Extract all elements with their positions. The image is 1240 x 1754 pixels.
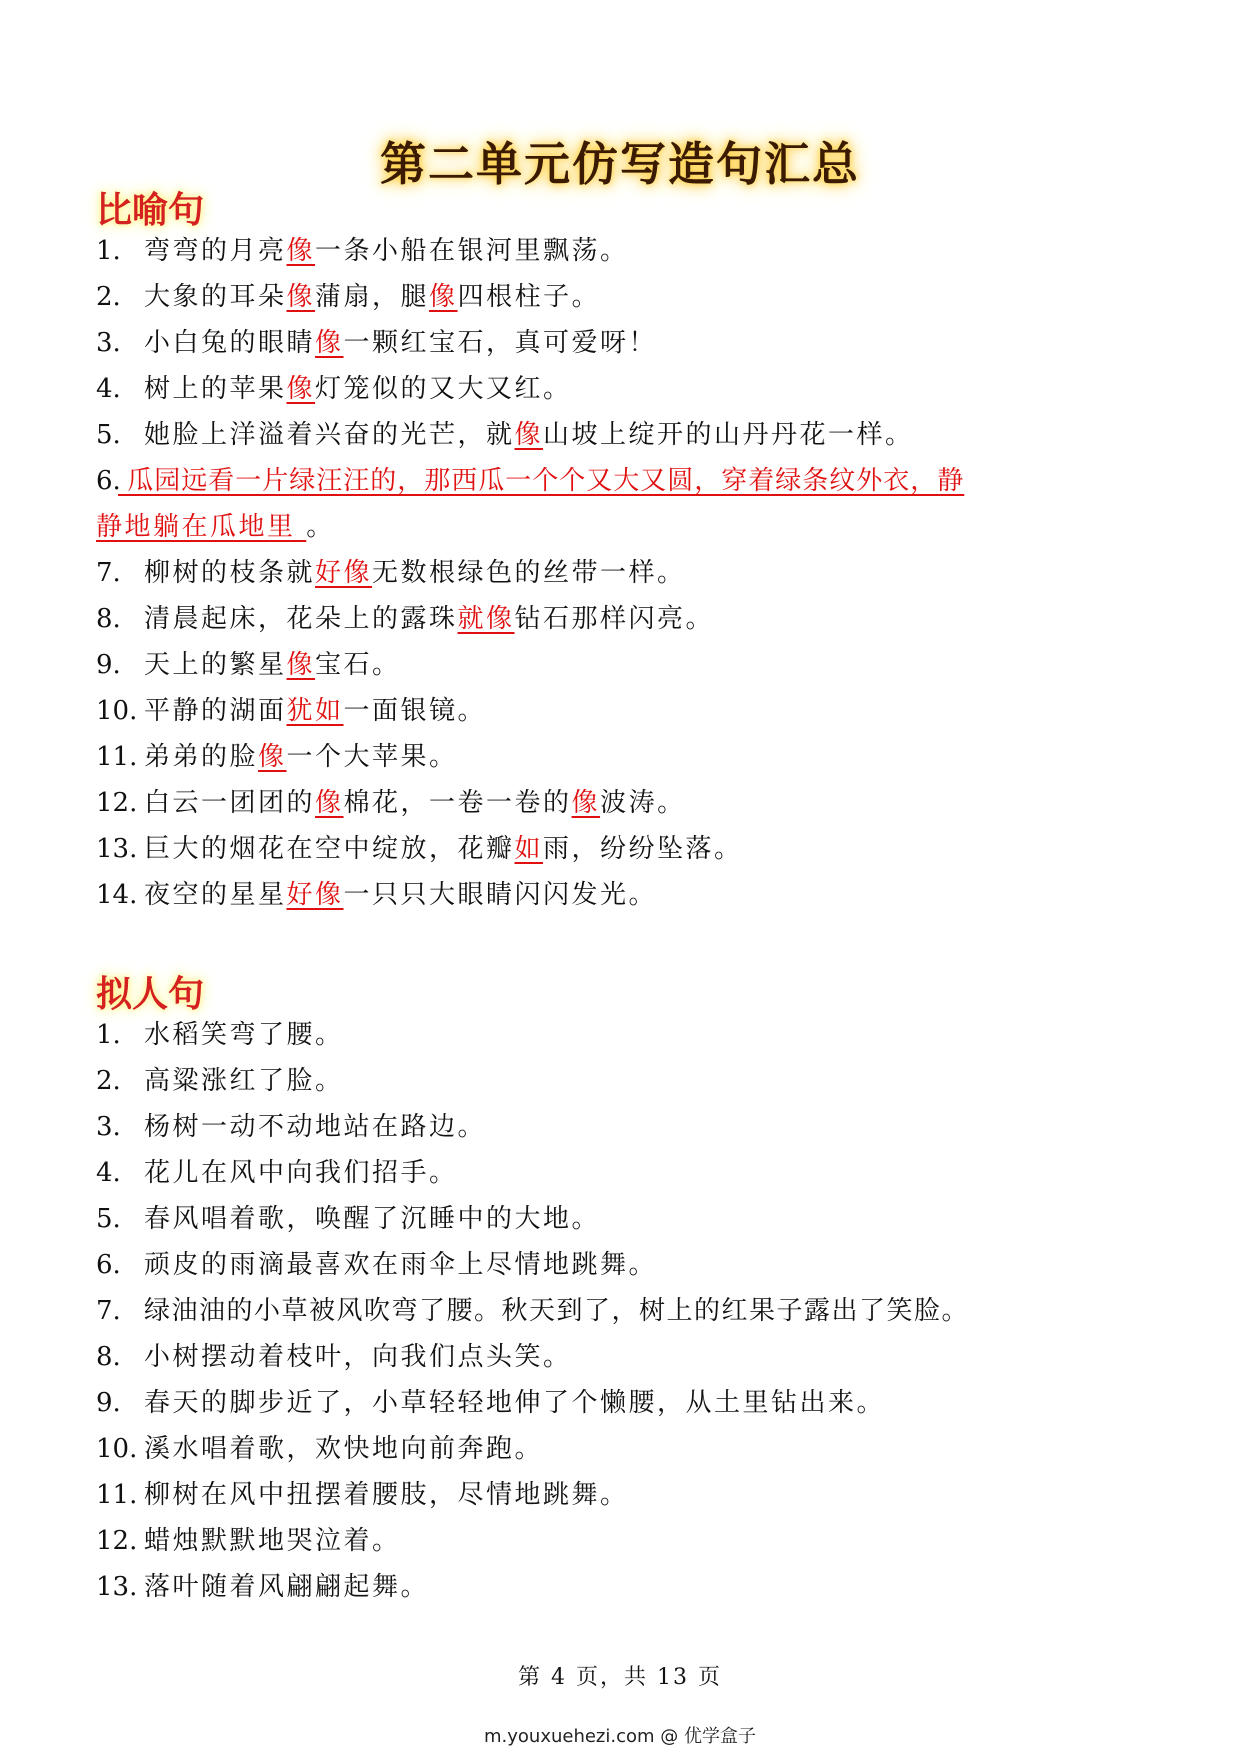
- item-text: 高粱涨红了脸。: [144, 1066, 344, 1096]
- list-item: [96, 1242, 1156, 1288]
- item-text: 树上的苹果: [144, 374, 287, 404]
- item-number: 2.: [96, 1066, 121, 1096]
- item-text: 夜空的星星: [144, 880, 287, 910]
- list-item: [96, 642, 1156, 688]
- item-number: 4.: [96, 1158, 121, 1188]
- keyword: 像: [286, 236, 316, 266]
- item-text: 她脸上洋溢着兴奋的光芒，就: [144, 420, 515, 450]
- item-number: 9.: [96, 1388, 121, 1418]
- item-number: 6.: [96, 1250, 121, 1280]
- item-text: 一颗红宝石，真可爱呀！: [343, 328, 658, 358]
- item-text: 白云一团团的: [144, 788, 316, 818]
- list-item: [96, 596, 1156, 642]
- item-text: 春天的脚步近了，小草轻轻地伸了个懒腰，从土里钻出来。: [144, 1388, 886, 1418]
- list-item: [96, 734, 1156, 780]
- list-item: [96, 1196, 1156, 1242]
- list-item: [96, 274, 1156, 320]
- keyword: 像: [258, 742, 287, 772]
- list-item: [96, 1012, 1156, 1058]
- page-title: 第二单元仿写造句汇总: [380, 137, 860, 191]
- item-number: 12.: [96, 1526, 138, 1556]
- item-number: 7.: [96, 1296, 121, 1326]
- item-number: 2.: [96, 282, 121, 312]
- item-text: 一面银镜。: [343, 696, 487, 726]
- keyword: 像: [429, 282, 458, 312]
- item-text: 平静的湖面: [144, 696, 287, 726]
- list-item: [96, 1518, 1156, 1564]
- list-item: [96, 688, 1156, 734]
- section-heading-simile: 比喻句: [96, 189, 205, 231]
- personification-list: [96, 1012, 1156, 1610]
- item-text: 波涛。: [600, 788, 686, 818]
- item-text: 顽皮的雨滴最喜欢在雨伞上尽情地跳舞。: [144, 1250, 658, 1280]
- item-text: 四根柱子。: [457, 282, 601, 312]
- item-number: 10.: [96, 1434, 138, 1464]
- list-item: [96, 1288, 1156, 1334]
- item-text: 小树摆动着枝叶，向我们点头笑。: [144, 1342, 572, 1372]
- item-number: 14.: [96, 880, 138, 910]
- item-number: 5.: [96, 420, 121, 450]
- item-number: 9.: [96, 650, 121, 680]
- item-text: 弟弟的脸: [144, 742, 259, 772]
- item-text: 天上的繁星: [144, 650, 287, 680]
- item-number: 3.: [96, 328, 121, 358]
- item-text: 溪水唱着歌，欢快地向前奔跑。: [144, 1434, 544, 1464]
- list-item: [96, 780, 1156, 826]
- page-number: 第 4 页，共 13 页: [518, 1665, 722, 1690]
- list-item: [96, 320, 1156, 366]
- list-item: [96, 1104, 1156, 1150]
- list-item: [96, 412, 1156, 458]
- item-text: 蜡烛默默地哭泣着。: [144, 1526, 401, 1556]
- item-text: 杨树一动不动地站在路边。: [144, 1112, 487, 1142]
- item-text: 弯弯的月亮: [144, 236, 287, 266]
- keyword: 像: [286, 374, 316, 404]
- keyword: 犹如: [286, 696, 344, 726]
- item-text: 春风唱着歌，唤醒了沉睡中的大地。: [144, 1204, 601, 1234]
- item-text: 花儿在风中向我们招手。: [144, 1158, 458, 1188]
- item-text: 大象的耳朵: [144, 282, 287, 312]
- item-number: 3.: [96, 1112, 121, 1142]
- item-number: 7.: [96, 558, 121, 588]
- keyword: 像: [286, 282, 316, 312]
- list-item: [96, 504, 1156, 550]
- item-text: 宝石。: [315, 650, 401, 680]
- item-number: 13.: [96, 1572, 138, 1602]
- item-text: 柳树在风中扭摆着腰肢，尽情地跳舞。: [144, 1480, 629, 1510]
- list-item: [96, 1472, 1156, 1518]
- item-text: 灯笼似的又大又红。: [315, 374, 572, 404]
- item-text-highlight: 静地躺在瓜地里: [96, 512, 307, 542]
- list-item: [96, 826, 1156, 872]
- keyword: 像: [286, 650, 316, 680]
- item-text: 绿油油的小草被风吹弯了腰。秋天到了，树上的红果子露出了笑脸。: [144, 1296, 970, 1326]
- item-text: 落叶随着风翩翩起舞。: [144, 1572, 430, 1602]
- section-heading-personification: 拟人句: [96, 973, 205, 1015]
- item-text: 山坡上绽开的山丹丹花一样。: [543, 420, 914, 450]
- item-text: 蒲扇，腿: [315, 282, 430, 312]
- item-text: 小白兔的眼睛: [144, 328, 316, 358]
- list-item: [96, 1426, 1156, 1472]
- item-number: 5.: [96, 1204, 121, 1234]
- item-number: 10.: [96, 696, 138, 726]
- simile-list: [96, 228, 1156, 918]
- item-text: 清晨起床，花朵上的露珠: [144, 604, 458, 634]
- watermark: m.youxuehezi.com @ 优学盒子: [483, 1726, 756, 1747]
- list-item: [96, 1564, 1156, 1610]
- keyword: 就像: [457, 604, 515, 634]
- item-number: 8.: [96, 604, 121, 634]
- keyword: 如: [514, 834, 544, 864]
- keyword: 像: [571, 788, 601, 818]
- item-text: 棉花，一卷一卷的: [343, 788, 572, 818]
- keyword: 好像: [286, 880, 344, 910]
- keyword: 像: [315, 788, 344, 818]
- item-text-highlight: 瓜园远看一片绿汪汪的，那西瓜一个个又大又圆，穿着绿条纹外衣，静: [118, 466, 965, 496]
- item-number: 13.: [96, 834, 138, 864]
- item-text: 雨，纷纷坠落。: [543, 834, 743, 864]
- list-item: [96, 1334, 1156, 1380]
- item-text: 无数根绿色的丝带一样。: [372, 558, 686, 588]
- item-text: 钻石那样闪亮。: [514, 604, 715, 634]
- item-number: 8.: [96, 1342, 121, 1372]
- item-number: 6.: [96, 466, 121, 496]
- item-number: 11.: [96, 742, 138, 772]
- item-number: 1.: [96, 236, 121, 266]
- item-number: 1.: [96, 1020, 121, 1050]
- item-text: 一条小船在银河里飘荡。: [315, 236, 629, 266]
- list-item: [96, 366, 1156, 412]
- item-text: 水稻笑弯了腰。: [144, 1020, 344, 1050]
- keyword: 好像: [315, 558, 373, 588]
- item-number: 11.: [96, 1480, 138, 1510]
- list-item: [96, 458, 1156, 504]
- list-item: [96, 228, 1156, 274]
- list-item: [96, 1058, 1156, 1104]
- list-item: [96, 1150, 1156, 1196]
- item-text: 柳树的枝条就: [144, 558, 316, 588]
- item-text: 。: [306, 512, 335, 542]
- keyword: 像: [315, 328, 344, 358]
- item-text: 一个大苹果。: [286, 742, 458, 772]
- item-text: 一只只大眼睛闪闪发光。: [343, 880, 658, 910]
- list-item: [96, 550, 1156, 596]
- item-number: 4.: [96, 374, 121, 404]
- list-item: [96, 872, 1156, 918]
- item-text: 巨大的烟花在空中绽放，花瓣: [144, 834, 515, 864]
- item-number: 12.: [96, 788, 138, 818]
- keyword: 像: [514, 420, 544, 450]
- list-item: [96, 1380, 1156, 1426]
